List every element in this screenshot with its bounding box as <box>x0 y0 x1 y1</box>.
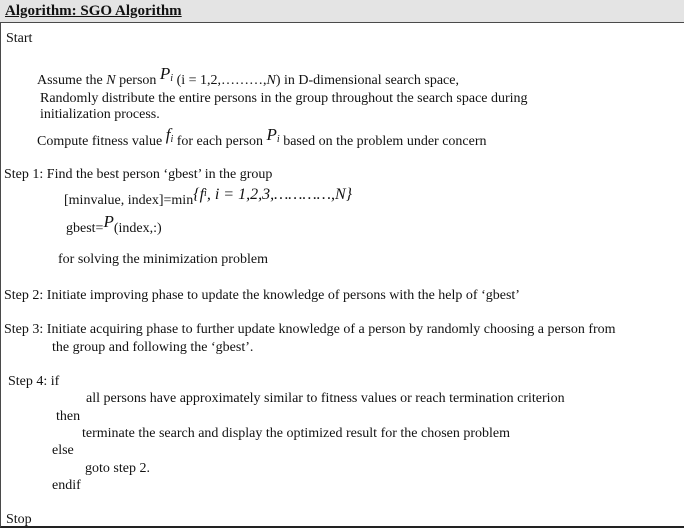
step4-then: then <box>56 409 81 424</box>
gbest-line: gbest=P(index,:) <box>66 212 162 236</box>
fitness-symbol: f <box>165 125 171 144</box>
step3-line-1: Step 3: Initiate acquiring phase to further update knowledge of a person by randomly choosing a person from <box>4 322 616 337</box>
start-label: Start <box>6 31 33 46</box>
step4-goto: goto step 2. <box>85 461 150 476</box>
assume-line: Assume the N person $P^i$ (i = 1,2,………,N) in D-dimensional search space, <box>37 64 459 88</box>
min-set-expression: {fi, i = 1,2,3,…………,N} <box>193 186 353 203</box>
algorithm-title-bar <box>0 0 684 23</box>
stop-label: Stop <box>6 512 32 527</box>
person-symbol: P <box>159 64 171 83</box>
step4-label: Step 4: if <box>8 374 60 389</box>
compute-fitness-line: Compute fitness value $f^i$ for each person $P^i$ based on the problem under concern <box>37 125 487 149</box>
randomly-line-2: initialization process. <box>40 107 160 122</box>
algorithm-title: Algorithm: SGO Algorithm <box>5 3 182 19</box>
step3-line-2: the group and following the ‘gbest’. <box>52 340 254 355</box>
minvalue-line: [minvalue, index]=min{fi, i = 1,2,3,…………,N} <box>64 186 353 208</box>
step4-else: else <box>52 443 74 458</box>
step4-endif: endif <box>52 478 81 493</box>
step2-label: Step 2: Initiate improving phase to update the knowledge of persons with the help of ‘gbest’ <box>4 288 520 303</box>
person-symbol: P <box>266 125 277 144</box>
step4-condition: all persons have approximately similar to fitness values or reach termination criterion <box>86 391 565 406</box>
minimization-note: for solving the minimization problem <box>58 252 268 267</box>
randomly-line-1: Randomly distribute the entire persons in the group throughout the search space during <box>40 91 528 106</box>
step1-label: Step 1: Find the best person ‘gbest’ in the group <box>4 167 273 182</box>
step4-action: terminate the search and display the optimized result for the chosen problem <box>82 426 511 441</box>
